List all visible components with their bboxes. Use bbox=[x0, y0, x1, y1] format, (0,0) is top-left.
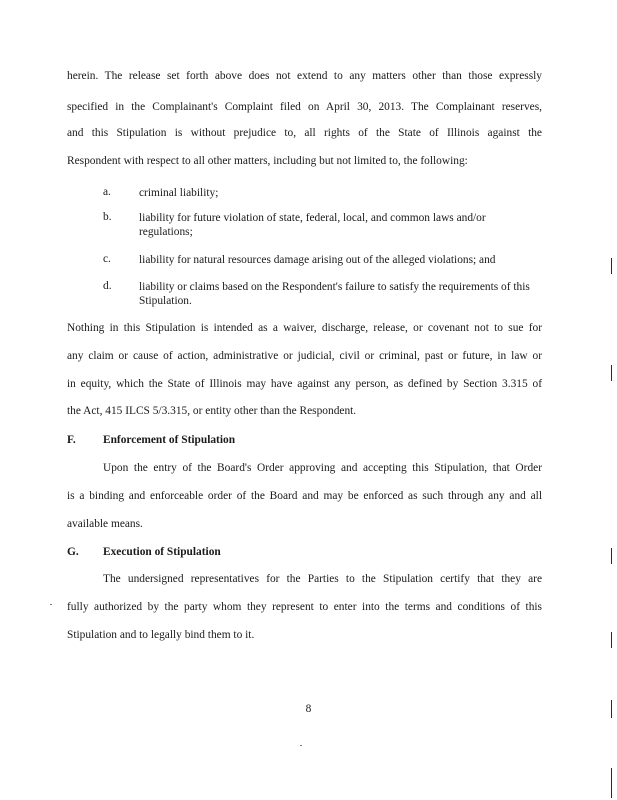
paragraph-1-line-4: Respondent with respect to all other matters, including but not limited to, the following: bbox=[67, 155, 468, 167]
page-number: 8 bbox=[305, 703, 312, 715]
paragraph-1-line-3: and this Stipulation is without prejudice to, all rights of the State of Illinois against the bbox=[67, 127, 542, 139]
section-f-line-1: Upon the entry of the Board's Order approving and accepting this Stipulation, that Order bbox=[103, 462, 542, 474]
scan-artifact-mark bbox=[611, 700, 612, 718]
list-item-text: liability for future violation of state, federal, local, and common laws and/or regulations; bbox=[139, 212, 486, 238]
list-item-text: liability or claims based on the Respondent's failure to satisfy the requirements of this Stipulation. bbox=[139, 281, 530, 307]
scan-artifact-dot bbox=[50, 604, 52, 605]
list-item-letter: d. bbox=[103, 280, 112, 292]
scan-artifact-mark bbox=[611, 632, 612, 648]
scan-artifact-mark bbox=[611, 258, 612, 274]
section-g-letter: G. bbox=[67, 546, 79, 558]
paragraph-2-line-1: Nothing in this Stipulation is intended as a waiver, discharge, release, or covenant not to sue for bbox=[67, 322, 542, 334]
section-f-line-3: available means. bbox=[67, 518, 143, 530]
section-g-line-2: fully authorized by the party whom they represent to enter into the terms and conditions of this bbox=[67, 601, 542, 613]
paragraph-2-line-2: any claim or cause of action, administrative or judicial, civil or criminal, past or future, in law or bbox=[67, 350, 542, 362]
section-f-letter: F. bbox=[67, 434, 76, 446]
paragraph-2-line-3: in equity, which the State of Illinois may have against any person, as defined by Section 3.315 of bbox=[67, 378, 542, 390]
scan-artifact-dot bbox=[300, 745, 302, 746]
scan-artifact-mark bbox=[611, 365, 612, 381]
scan-artifact-mark bbox=[611, 548, 612, 564]
section-g-line-3: Stipulation and to legally bind them to it. bbox=[67, 629, 255, 641]
list-item-text: criminal liability; bbox=[139, 187, 219, 199]
section-g-heading: Execution of Stipulation bbox=[103, 546, 221, 558]
list-item-text: liability for natural resources damage arising out of the alleged violations; and bbox=[139, 254, 496, 266]
section-g-line-1: The undersigned representatives for the Parties to the Stipulation certify that they are bbox=[103, 573, 542, 585]
section-f-heading: Enforcement of Stipulation bbox=[103, 434, 236, 446]
paragraph-2-line-4: the Act, 415 ILCS 5/3.315, or entity other than the Respondent. bbox=[67, 405, 357, 417]
paragraph-1-line-2: specified in the Complainant's Complaint filed on April 30, 2013. The Complainant reserves, bbox=[67, 101, 542, 113]
section-f-line-2: is a binding and enforceable order of the Board and may be enforced as such through any and all bbox=[67, 490, 542, 502]
paragraph-1-line-1: herein. The release set forth above does not extend to any matters other than those expressly bbox=[67, 70, 542, 82]
scan-artifact-mark bbox=[611, 768, 612, 798]
list-item-letter: a. bbox=[103, 186, 111, 198]
list-item-letter: b. bbox=[103, 211, 112, 223]
list-item-letter: c. bbox=[103, 253, 111, 265]
